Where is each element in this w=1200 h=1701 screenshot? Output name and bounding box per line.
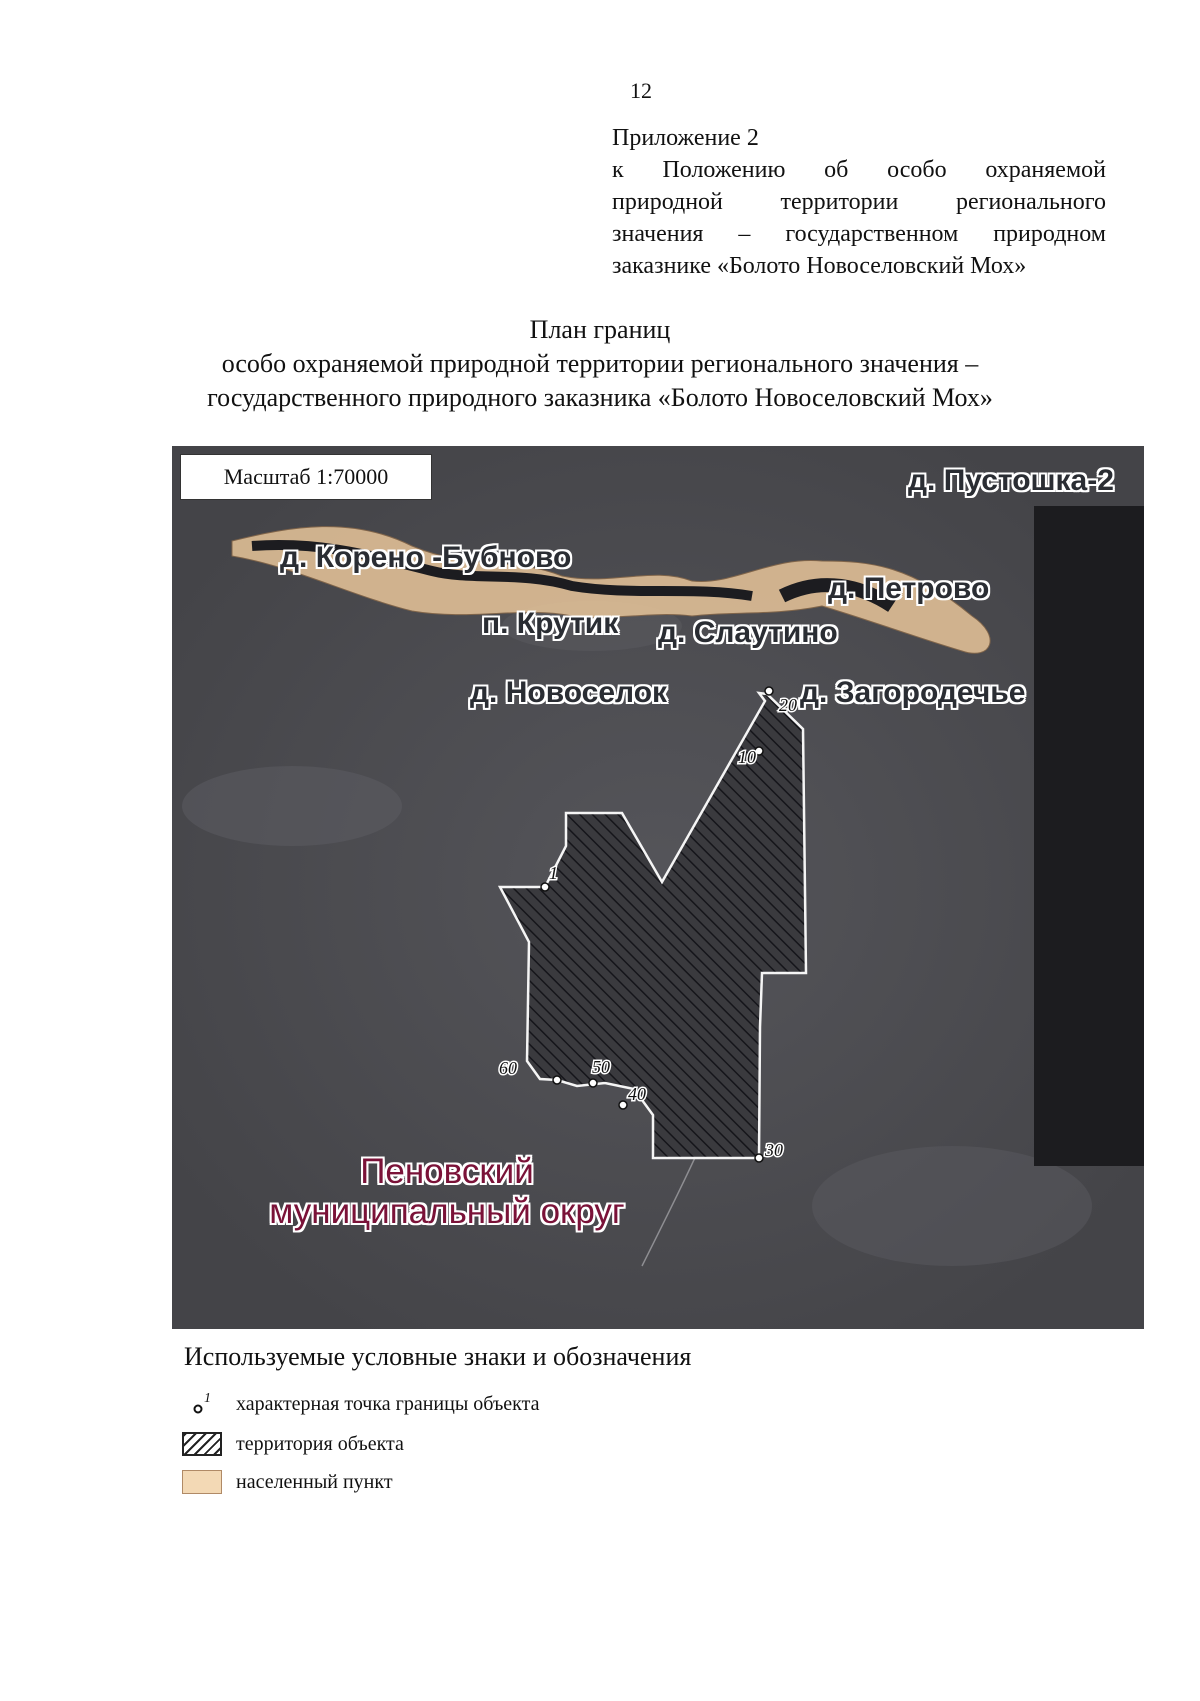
point-label: 30 [765,1140,783,1160]
point-label: 50 [592,1057,610,1077]
legend-label: территория объекта [236,1432,404,1455]
appendix-header [612,122,1106,282]
settlement-label: д. Слаутино [658,616,838,649]
title-line: государственного природного заказника «Болото Новоселовский Мох» [207,383,993,412]
boundary-point [619,1101,627,1109]
terrain-patch [182,766,402,846]
settlement-label: д. Корено -Бубново [280,541,572,574]
legend-label: характерная точка границы объекта [236,1392,540,1415]
appendix-line: значения – государственном природном [612,221,1106,247]
boundary-point [755,1154,763,1162]
legend-point-number: 1 [204,1392,211,1406]
settlement-swatch-icon [182,1470,222,1494]
page-number: 12 [630,78,652,103]
appendix-line: к Положению об особо охраняемой [612,157,1106,183]
settlement-label: д. Пустошка-2 [908,464,1114,497]
boundary-point [553,1076,561,1084]
legend-title: Используемые условные знаки и обозначения [184,1342,692,1371]
map-scale: Масштаб 1:70000 [180,454,432,500]
legend-item-point [182,1392,540,1416]
document-title [0,313,1200,415]
settlement-label: д. Петрово [828,572,990,605]
okrug-label [232,1152,662,1232]
boundary-point [755,747,763,755]
settlement-label: д. Загородечье [800,676,1026,709]
title-line: План границ [529,315,671,344]
appendix-line: заказнике «Болото Новоселовский Мох» [612,253,1027,279]
settlement-label: д. Новоселок [470,676,668,709]
legend-item-territory [182,1432,404,1456]
appendix-line: природной территории регионального [612,189,1106,215]
point-label: 10 [738,747,756,767]
point-label: 20 [779,695,797,715]
boundary-point [765,687,773,695]
legend-label: населенный пункт [236,1470,393,1493]
boundary-point [589,1079,597,1087]
settlement-label: п. Крутик [482,607,619,640]
okrug-line: Пеновский [360,1152,534,1191]
appendix-line: Приложение 2 [612,125,759,151]
dark-image-strip [1034,506,1144,1166]
hatch-icon [182,1432,222,1456]
okrug-line: муниципальный округ [269,1192,625,1231]
boundary-point [541,883,549,891]
boundary-point-icon [182,1392,222,1416]
legend-item-settlement [182,1470,393,1494]
point-label: 1 [549,863,558,883]
title-line: особо охраняемой природной территории регионального значения – [221,349,979,378]
point-label: 60 [499,1058,517,1078]
boundary-map [172,446,1144,1329]
point-label: 40 [628,1084,646,1104]
